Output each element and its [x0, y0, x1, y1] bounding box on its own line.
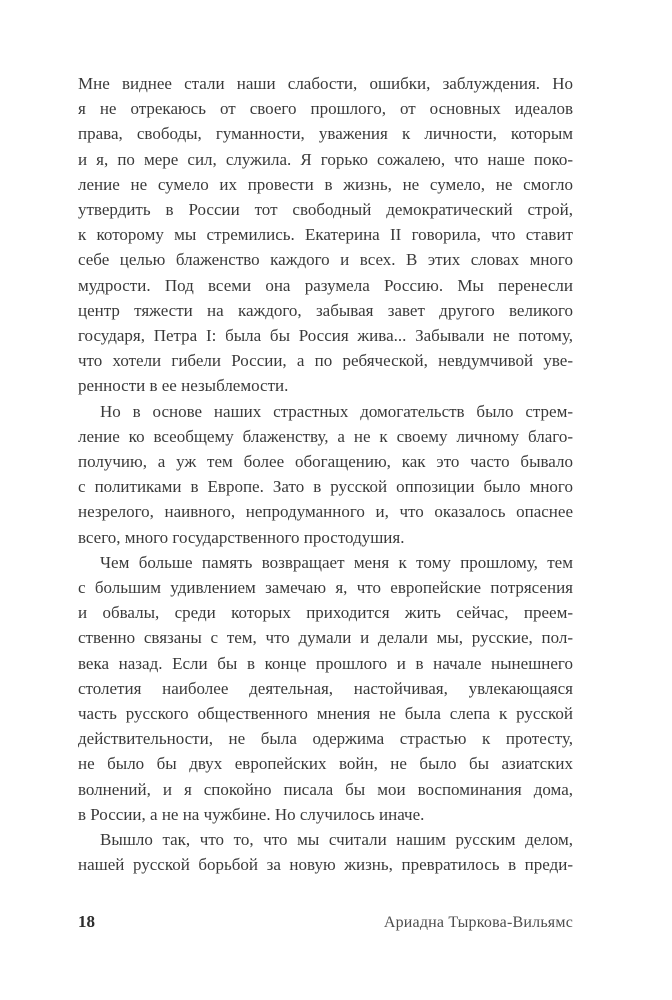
- text-line: я не отрекаюсь от своего прошлого, от основных идеалов: [78, 99, 573, 119]
- text-line: Чем больше память возвращает меня к тому прошлому, тем: [100, 552, 573, 572]
- text-line: ренности в ее незыблемости.: [78, 376, 289, 396]
- text-line: Но в основе наших страстных домогательств было стрем-: [100, 401, 573, 421]
- running-footer-author: Ариадна Тыркова-Вильямс: [383, 914, 573, 931]
- text-line: нашей русской борьбой за новую жизнь, превратилось в преди-: [78, 855, 573, 875]
- text-line: века назад. Если бы в конце прошлого и в начале нынешнего: [78, 653, 573, 673]
- page-footer: [78, 912, 573, 932]
- text-line: действительности, не была одержима страстью к протесту,: [78, 729, 573, 749]
- text-line: ление не сумело их провести в жизнь, не сумело, не смогло: [78, 174, 573, 194]
- text-line: всего, много государственного простодушия.: [78, 527, 405, 547]
- text-line: центр тяжести на каждого, забывая завет другого великого: [78, 300, 573, 320]
- text-line: мудрости. Под всеми она разумела Россию. Мы перенесли: [78, 275, 573, 295]
- text-line: незрелого, наивного, непродуманного и, что оказалось опаснее: [78, 502, 573, 522]
- paragraph: [78, 399, 573, 550]
- text-line: с большим удивлением замечаю я, что европейские потрясения: [78, 578, 573, 598]
- text-line: к которому мы стремились. Екатерина II говорила, что ставит: [78, 225, 573, 245]
- text-line: в России, а не на чужбине. Но случилось иначе.: [78, 804, 425, 824]
- page-number: 18: [78, 912, 95, 931]
- text-line: и обвалы, среди которых приходится жить сейчас, преем-: [78, 603, 573, 623]
- page-text-block: [78, 71, 573, 878]
- text-line: себе целью блаженство каждого и всех. В этих словах много: [78, 250, 573, 270]
- text-line: получию, а уж тем более обогащению, как это часто бывало: [78, 452, 573, 472]
- text-line: права, свободы, гуманности, уважения к личности, которым: [78, 124, 573, 144]
- text-line: часть русского общественного мнения не была слепа к русской: [78, 704, 573, 724]
- text-line: государя, Петра I: была бы Россия жива... Забывали не потому,: [78, 326, 573, 346]
- paragraph: [78, 550, 573, 827]
- text-line: ственно связаны с тем, что думали и делали мы, русские, пол-: [78, 628, 573, 648]
- text-line: волнений, и я спокойно писала бы мои воспоминания дома,: [78, 779, 573, 799]
- text-line: Вышло так, что то, что мы считали нашим русским делом,: [100, 830, 573, 850]
- text-line: не было бы двух европейских войн, не было бы азиатских: [78, 754, 573, 774]
- text-line: столетия наиболее деятельная, настойчивая, увлекающаяся: [78, 678, 573, 698]
- text-line: утвердить в России тот свободный демократический строй,: [78, 200, 573, 220]
- text-line: и я, по мере сил, служила. Я горько сожалею, что наше поко-: [78, 149, 573, 169]
- paragraph: [78, 71, 573, 399]
- text-line: с политиками в Европе. Зато в русской оппозиции было много: [78, 477, 573, 497]
- paragraph: [78, 827, 573, 877]
- text-line: Мне виднее стали наши слабости, ошибки, заблуждения. Но: [78, 74, 573, 93]
- text-line: что хотели гибели России, а по ребяческой, невдумчивой уве-: [78, 351, 573, 371]
- text-line: ление ко всеобщему блаженству, а не к своему личному благо-: [78, 426, 573, 446]
